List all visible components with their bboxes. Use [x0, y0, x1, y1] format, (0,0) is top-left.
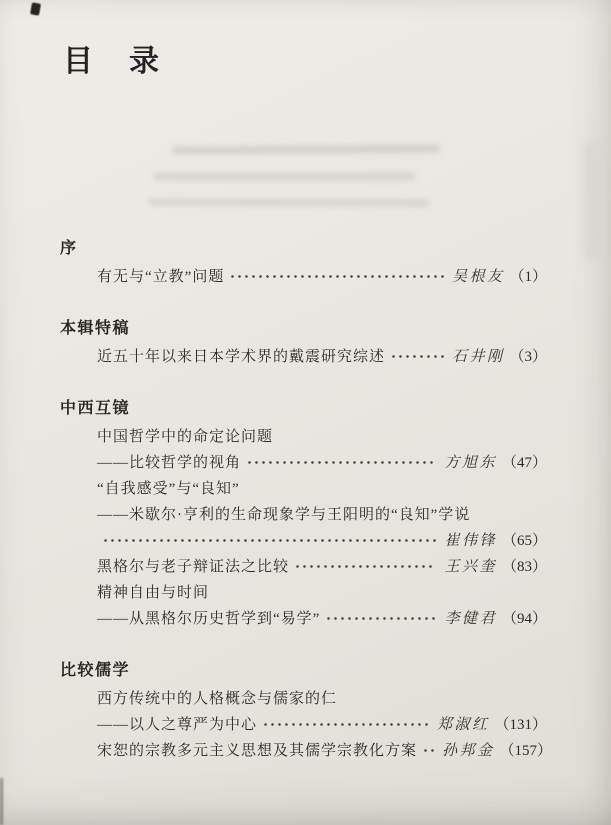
dot-leader — [294, 564, 436, 569]
toc-entry-line — [60, 578, 547, 604]
toc-entry-text: 精神自由与时间 — [97, 584, 210, 601]
author-name: 石井刚 — [451, 348, 505, 365]
page-title: 目 录 — [63, 45, 162, 78]
dot-leader — [325, 616, 436, 621]
scan-smudge — [583, 140, 599, 260]
toc-entry-text: ——比较哲学的视角 — [97, 454, 242, 471]
toc-entry-line — [60, 526, 547, 552]
toc-section-heading: 本辑特稿 — [60, 320, 131, 337]
scan-corner-artifact — [30, 2, 41, 15]
toc-entry-text: 有无与“立教”问题 — [97, 268, 225, 285]
scan-smudge — [172, 145, 440, 154]
toc-entry-line — [60, 422, 547, 448]
page-number: （157） — [499, 742, 553, 759]
page-number: （65） — [501, 532, 547, 549]
toc-entry-text: ——从黑格尔历史哲学到“易学” — [97, 610, 321, 627]
toc-entry-line — [60, 262, 547, 288]
author-name: 吴根友 — [451, 268, 505, 285]
toc-section-heading: 序 — [60, 240, 78, 257]
toc-entry-line — [60, 552, 547, 578]
dot-leader — [262, 722, 429, 727]
dot-leader — [422, 748, 434, 753]
dot-leader — [390, 354, 444, 359]
author-name: 王兴奎 — [444, 558, 497, 575]
toc-entry-text: 黑格尔与老子辩证法之比较 — [97, 558, 290, 575]
page-number: （83） — [501, 558, 547, 575]
page-number: （3） — [509, 348, 547, 365]
toc-section — [60, 316, 547, 368]
toc-sections — [60, 236, 553, 762]
page-number: （1） — [509, 268, 547, 285]
toc-section — [60, 396, 547, 630]
toc-entry-text: 中国哲学中的命定论问题 — [97, 428, 274, 445]
author-name: 方旭东 — [444, 454, 497, 471]
author-name: 郑淑红 — [436, 716, 490, 733]
toc-section-heading: 中西互镜 — [60, 400, 131, 417]
toc-entry-text: 西方传统中的人格概念与儒家的仁 — [97, 690, 338, 707]
toc-entry-text: ——米歇尔·亨利的生命现象学与王阳明的“良知”学说 — [97, 506, 471, 523]
dot-leader — [246, 460, 436, 465]
toc-section — [60, 658, 553, 762]
toc-entry-line — [60, 474, 547, 500]
scan-smudge — [153, 173, 415, 180]
toc-entry-text: “自我感受”与“良知” — [97, 480, 240, 497]
toc-entry-line — [60, 710, 547, 736]
author-name: 李健君 — [444, 610, 497, 627]
toc-entry-line — [60, 736, 553, 762]
toc-entry-line — [60, 342, 547, 368]
page-number: （47） — [501, 454, 547, 471]
author-name: 崔伟锋 — [444, 532, 497, 549]
toc-entry-text: ——以人之尊严为中心 — [97, 716, 258, 733]
toc-entry-line — [60, 684, 547, 710]
toc-entry-line — [60, 604, 547, 630]
toc-entry-text: 近五十年以来日本学术界的戴震研究综述 — [97, 348, 386, 365]
toc-section — [60, 236, 547, 288]
scan-edge-artifact — [0, 778, 3, 825]
scan-smudge — [148, 198, 430, 206]
toc-entry-line — [60, 500, 547, 526]
toc-section-heading: 比较儒学 — [60, 662, 131, 679]
author-name: 孙邦金 — [442, 742, 495, 759]
dot-leader — [229, 274, 444, 279]
toc-entry-line — [60, 448, 547, 474]
page-number: （131） — [494, 716, 547, 733]
page-number: （94） — [501, 610, 547, 627]
dot-leader — [102, 538, 436, 543]
toc-entry-text: 宋恕的宗教多元主义思想及其儒学宗教化方案 — [97, 742, 418, 759]
